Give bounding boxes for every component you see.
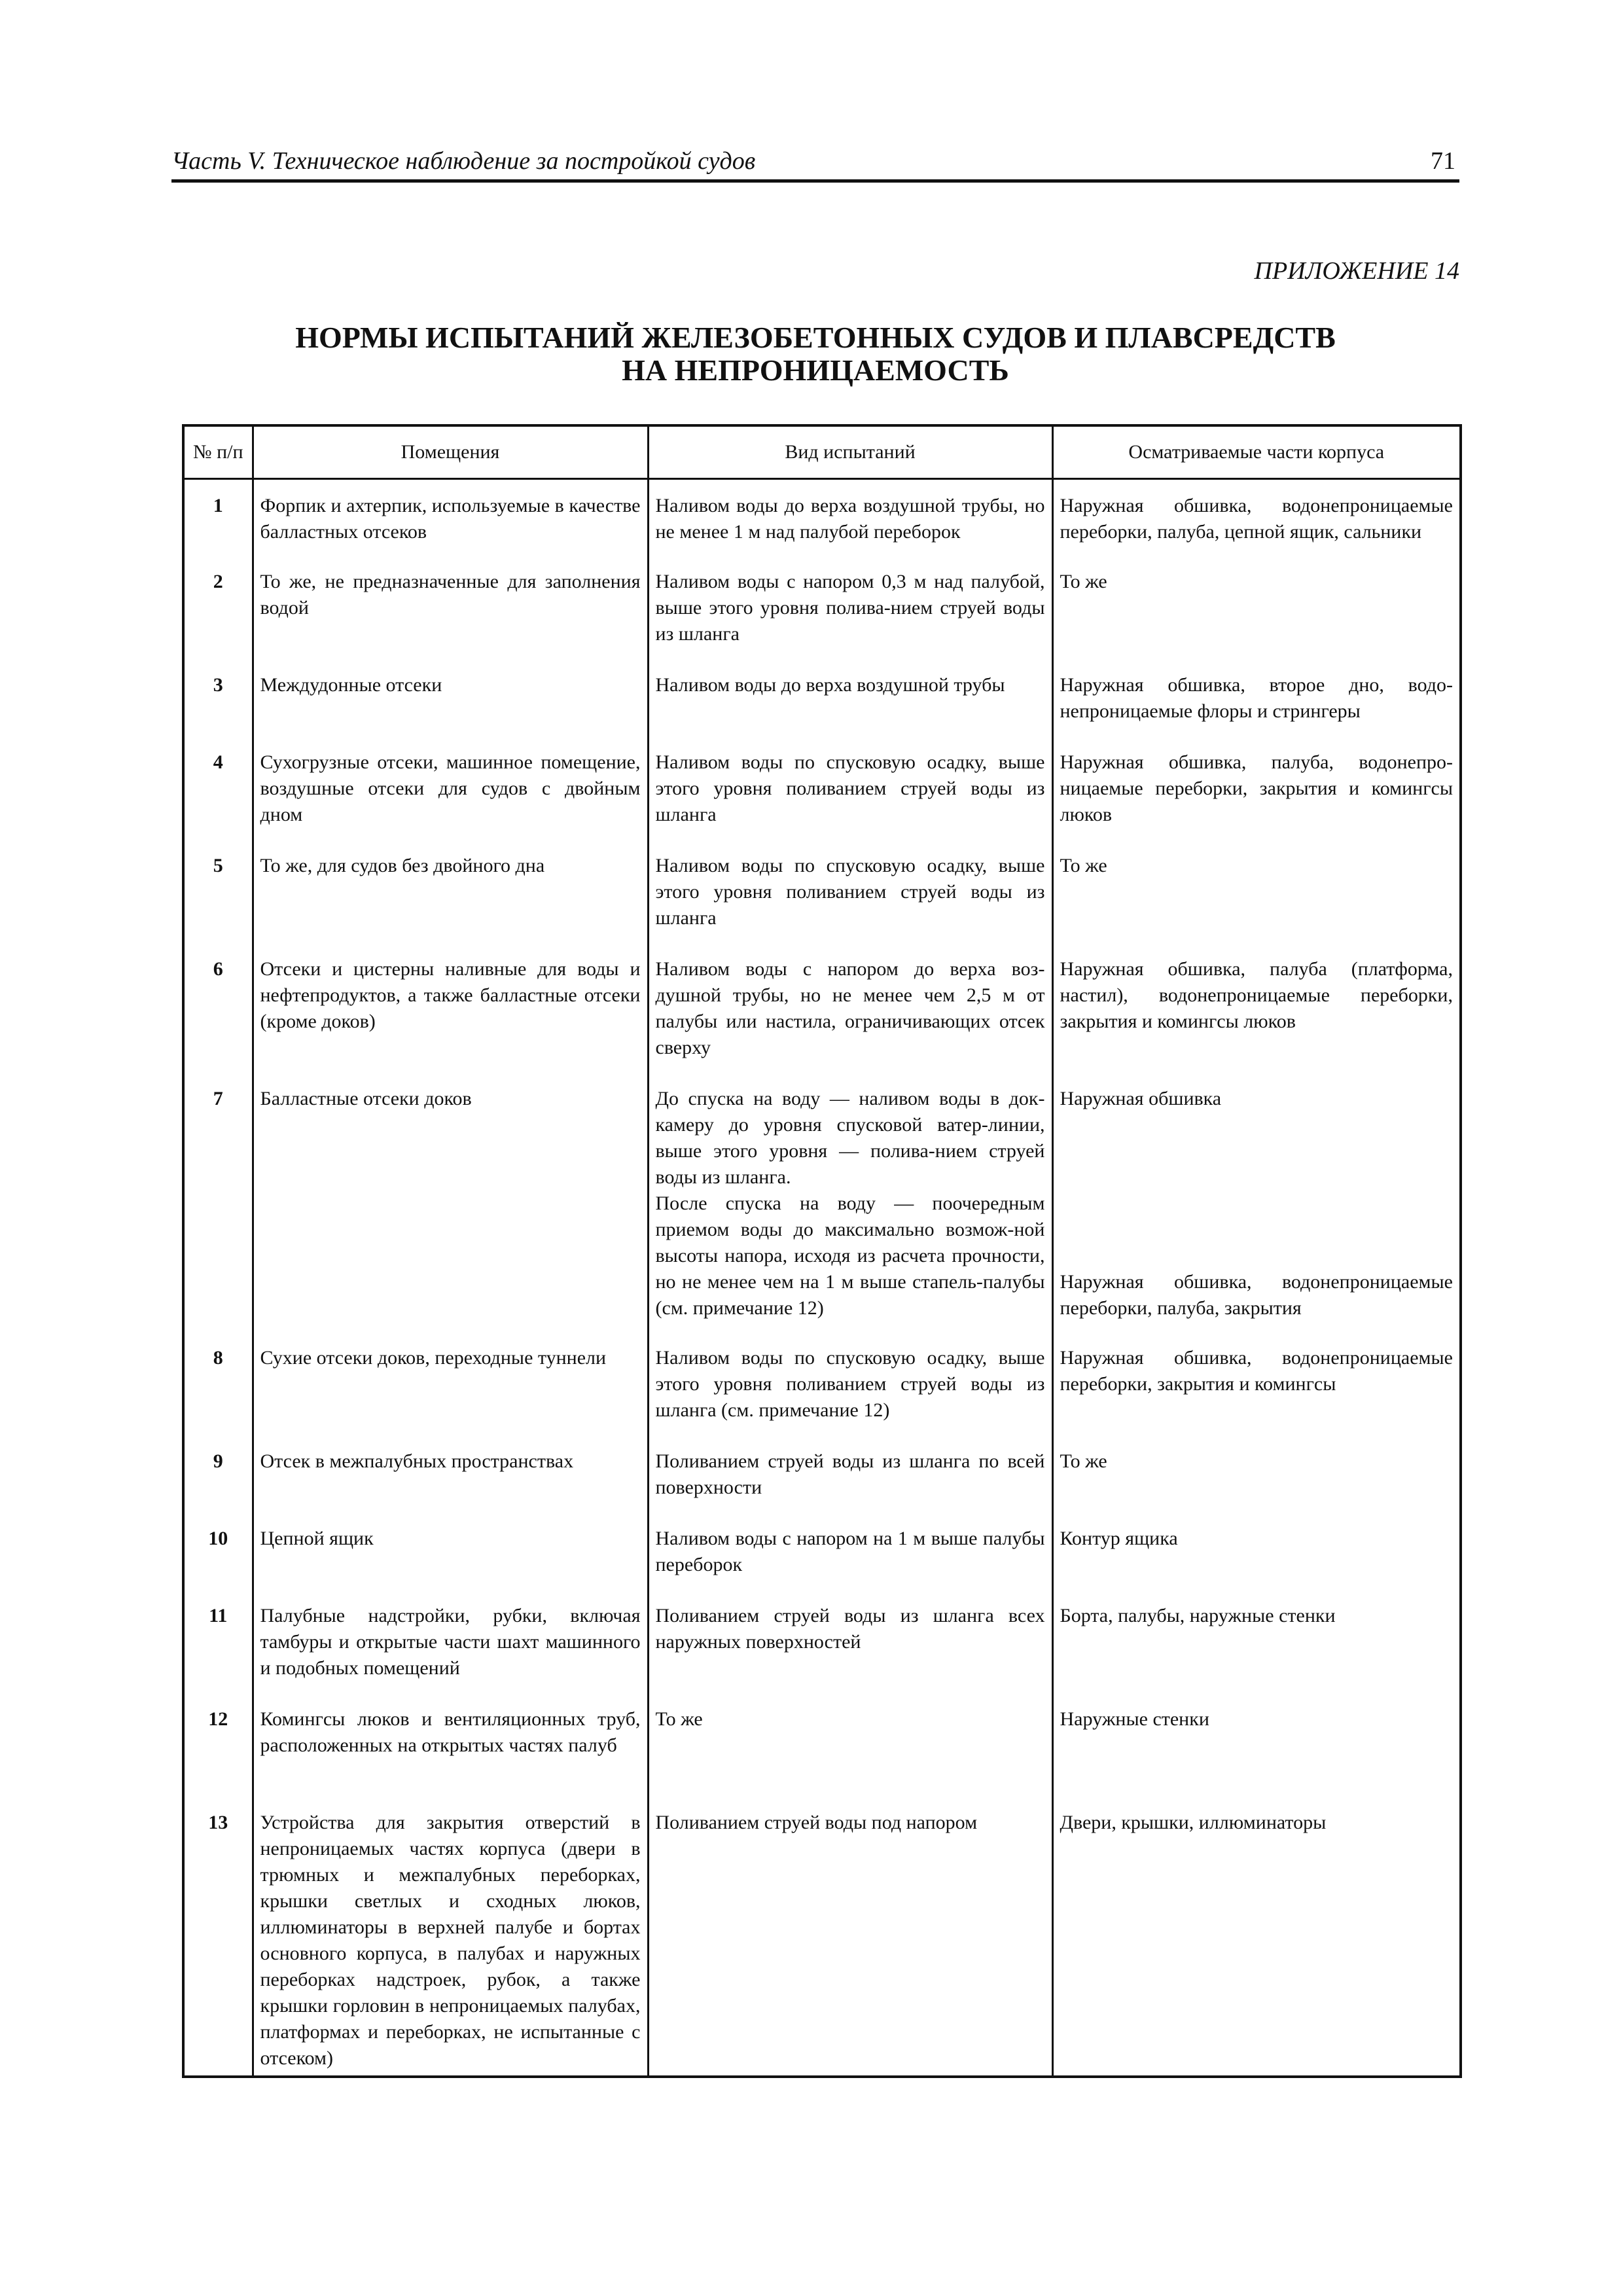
row-number: 6 bbox=[183, 933, 253, 1062]
table-header-row bbox=[183, 425, 1461, 479]
row-parts-cell bbox=[1052, 1062, 1461, 1321]
document-title-line2: НА НЕПРОНИЦАЕМОСТЬ bbox=[622, 353, 1009, 387]
row-test: Поливанием струей воды из шланга по всей поверхности bbox=[648, 1425, 1052, 1502]
table-row bbox=[183, 1502, 1461, 1579]
row-number: 1 bbox=[183, 479, 253, 546]
row-number: 5 bbox=[183, 829, 253, 933]
row-number: 10 bbox=[183, 1502, 253, 1579]
table-row bbox=[183, 829, 1461, 933]
row-test: Наливом воды до верха воздушной трубы, но не менее 1 м над палубой переборок bbox=[648, 479, 1052, 546]
row-parts: Наружная обшивка bbox=[1060, 1088, 1222, 1109]
row-test: Наливом воды до верха воздушной трубы bbox=[648, 649, 1052, 726]
row-parts: Борта, палубы, наружные стенки bbox=[1052, 1579, 1461, 1683]
row-number: 2 bbox=[183, 545, 253, 649]
row-parts: Наружная обшивка, второе дно, водо-непроницаемые флоры и стрингеры bbox=[1052, 649, 1461, 726]
row-room: Сухие отсеки доков, переходные туннели bbox=[253, 1321, 648, 1425]
row-parts: То же bbox=[1052, 1425, 1461, 1502]
row-number: 11 bbox=[183, 1579, 253, 1683]
row-test: Наливом воды с напором 0,3 м над палубой, выше этого уровня полива-нием струей воды из шланга bbox=[648, 545, 1052, 649]
row-room: Комингсы люков и вентиляционных труб, расположенных на открытых частях палуб bbox=[253, 1683, 648, 1786]
row-test: Наливом воды по спусковую осадку, выше этого уровня поливанием струей воды из шланга (см. примечание 12) bbox=[648, 1321, 1052, 1425]
row-number: 13 bbox=[183, 1786, 253, 2077]
row-parts: То же bbox=[1052, 829, 1461, 933]
appendix-label: ПРИЛОЖЕНИЕ 14 bbox=[1254, 257, 1459, 285]
table-row bbox=[183, 1425, 1461, 1502]
row-parts: Наружная обшивка, водонепроницаемые переборки, палуба, цепной ящик, сальники bbox=[1052, 479, 1461, 546]
row-number: 7 bbox=[183, 1062, 253, 1321]
row-room: Цепной ящик bbox=[253, 1502, 648, 1579]
row-room: Отсеки и цистерны наливные для воды и нефтепродуктов, а также балластные отсеки (кроме доков) bbox=[253, 933, 648, 1062]
row-room: Устройства для закрытия отверстий в непроницаемых частях корпуса (двери в трюмных и межпалубных переборках, крышки светлых и сходных люков, иллюминаторы в верхней палубе и бортах основного корпуса, в палубах и наружных переборках надстроек, рубок, а также крышки горловин в непроницаемых палубах, платформах и переборках, не испытанные с отсеком) bbox=[253, 1786, 648, 2077]
row-room: Балластные отсеки доков bbox=[253, 1062, 648, 1321]
row-parts: Двери, крышки, иллюминаторы bbox=[1052, 1786, 1461, 2077]
running-title: Часть V. Техническое наблюдение за постройкой судов bbox=[171, 147, 756, 175]
table-row bbox=[183, 649, 1461, 726]
row-test: Наливом воды по спусковую осадку, выше этого уровня поливанием струей воды из шланга bbox=[648, 726, 1052, 829]
row-parts-after-launch: Наружная обшивка, водонепроницаемые переборки, палуба, закрытия bbox=[1060, 1271, 1453, 1319]
table-row bbox=[183, 1579, 1461, 1683]
row-test: То же bbox=[648, 1683, 1052, 1786]
norms-table bbox=[182, 424, 1462, 2078]
row-parts: Наружная обшивка, водонепроницаемые переборки, закрытия и комингсы bbox=[1052, 1321, 1461, 1425]
row-test: Наливом воды с напором на 1 м выше палубы переборок bbox=[648, 1502, 1052, 1579]
spacer bbox=[1060, 1112, 1454, 1269]
row-room: То же, для судов без двойного дна bbox=[253, 829, 648, 933]
row-number: 3 bbox=[183, 649, 253, 726]
row-number: 8 bbox=[183, 1321, 253, 1425]
row-number: 9 bbox=[183, 1425, 253, 1502]
row-room: Палубные надстройки, рубки, включая тамбуры и открытые части шахт машинного и подобных помещений bbox=[253, 1579, 648, 1683]
row-parts: Контур ящика bbox=[1052, 1502, 1461, 1579]
row-parts: Наружная обшивка, палуба (платформа, настил), водонепроницаемые переборки, закрытия и комингсы люков bbox=[1052, 933, 1461, 1062]
row-number: 12 bbox=[183, 1683, 253, 1786]
column-header-test-type: Вид испытаний bbox=[648, 425, 1052, 479]
row-test: До спуска на воду — наливом воды в док-камеру до уровня спусковой ватер-линии, выше этого уровня — полива-нием струей воды из шланга. bbox=[655, 1088, 1045, 1188]
row-test: Поливанием струей воды из шланга всех наружных поверхностей bbox=[648, 1579, 1052, 1683]
row-test-after-launch: После спуска на воду — поочередным приемом воды до максимально возмож-ной высоты напора, исходя из расчета прочности, но не менее чем на 1 м выше стапель-палубы (см. примечание 12) bbox=[655, 1193, 1045, 1319]
row-room: Форпик и ахтерпик, используемые в качестве балластных отсеков bbox=[253, 479, 648, 546]
table-row bbox=[183, 545, 1461, 649]
column-header-rooms: Помещения bbox=[253, 425, 648, 479]
row-test: Наливом воды по спусковую осадку, выше этого уровня поливанием струей воды из шланга bbox=[648, 829, 1052, 933]
column-header-number: № п/п bbox=[183, 425, 253, 479]
table-row bbox=[183, 1683, 1461, 1786]
running-header bbox=[171, 143, 1459, 183]
row-parts: Наружные стенки bbox=[1052, 1683, 1461, 1786]
table-row bbox=[183, 726, 1461, 829]
table-row bbox=[183, 479, 1461, 546]
column-header-inspected-parts: Осматриваемые части корпуса bbox=[1052, 425, 1461, 479]
page-number: 71 bbox=[1431, 147, 1455, 175]
table-row bbox=[183, 1321, 1461, 1425]
document-title-line1: НОРМЫ ИСПЫТАНИЙ ЖЕЛЕЗОБЕТОННЫХ СУДОВ И ПЛАВСРЕДСТВ bbox=[295, 321, 1336, 354]
table-row bbox=[183, 1062, 1461, 1321]
table-row bbox=[183, 933, 1461, 1062]
row-test-cell bbox=[648, 1062, 1052, 1321]
row-room: Междудонные отсеки bbox=[253, 649, 648, 726]
row-room: То же, не предназначенные для заполнения водой bbox=[253, 545, 648, 649]
row-parts: То же bbox=[1052, 545, 1461, 649]
table-row bbox=[183, 1786, 1461, 2077]
row-parts: Наружная обшивка, палуба, водонепро-ницаемые переборки, закрытия и комингсы люков bbox=[1052, 726, 1461, 829]
row-number: 4 bbox=[183, 726, 253, 829]
row-test: Поливанием струей воды под напором bbox=[648, 1786, 1052, 2077]
row-test: Наливом воды с напором до верха воз-душной трубы, но не менее чем 2,5 м от палубы или настила, ограничивающих отсек сверху bbox=[648, 933, 1052, 1062]
row-room: Сухогрузные отсеки, машинное помещение, воздушные отсеки для судов с двойным дном bbox=[253, 726, 648, 829]
row-room: Отсек в межпалубных пространствах bbox=[253, 1425, 648, 1502]
